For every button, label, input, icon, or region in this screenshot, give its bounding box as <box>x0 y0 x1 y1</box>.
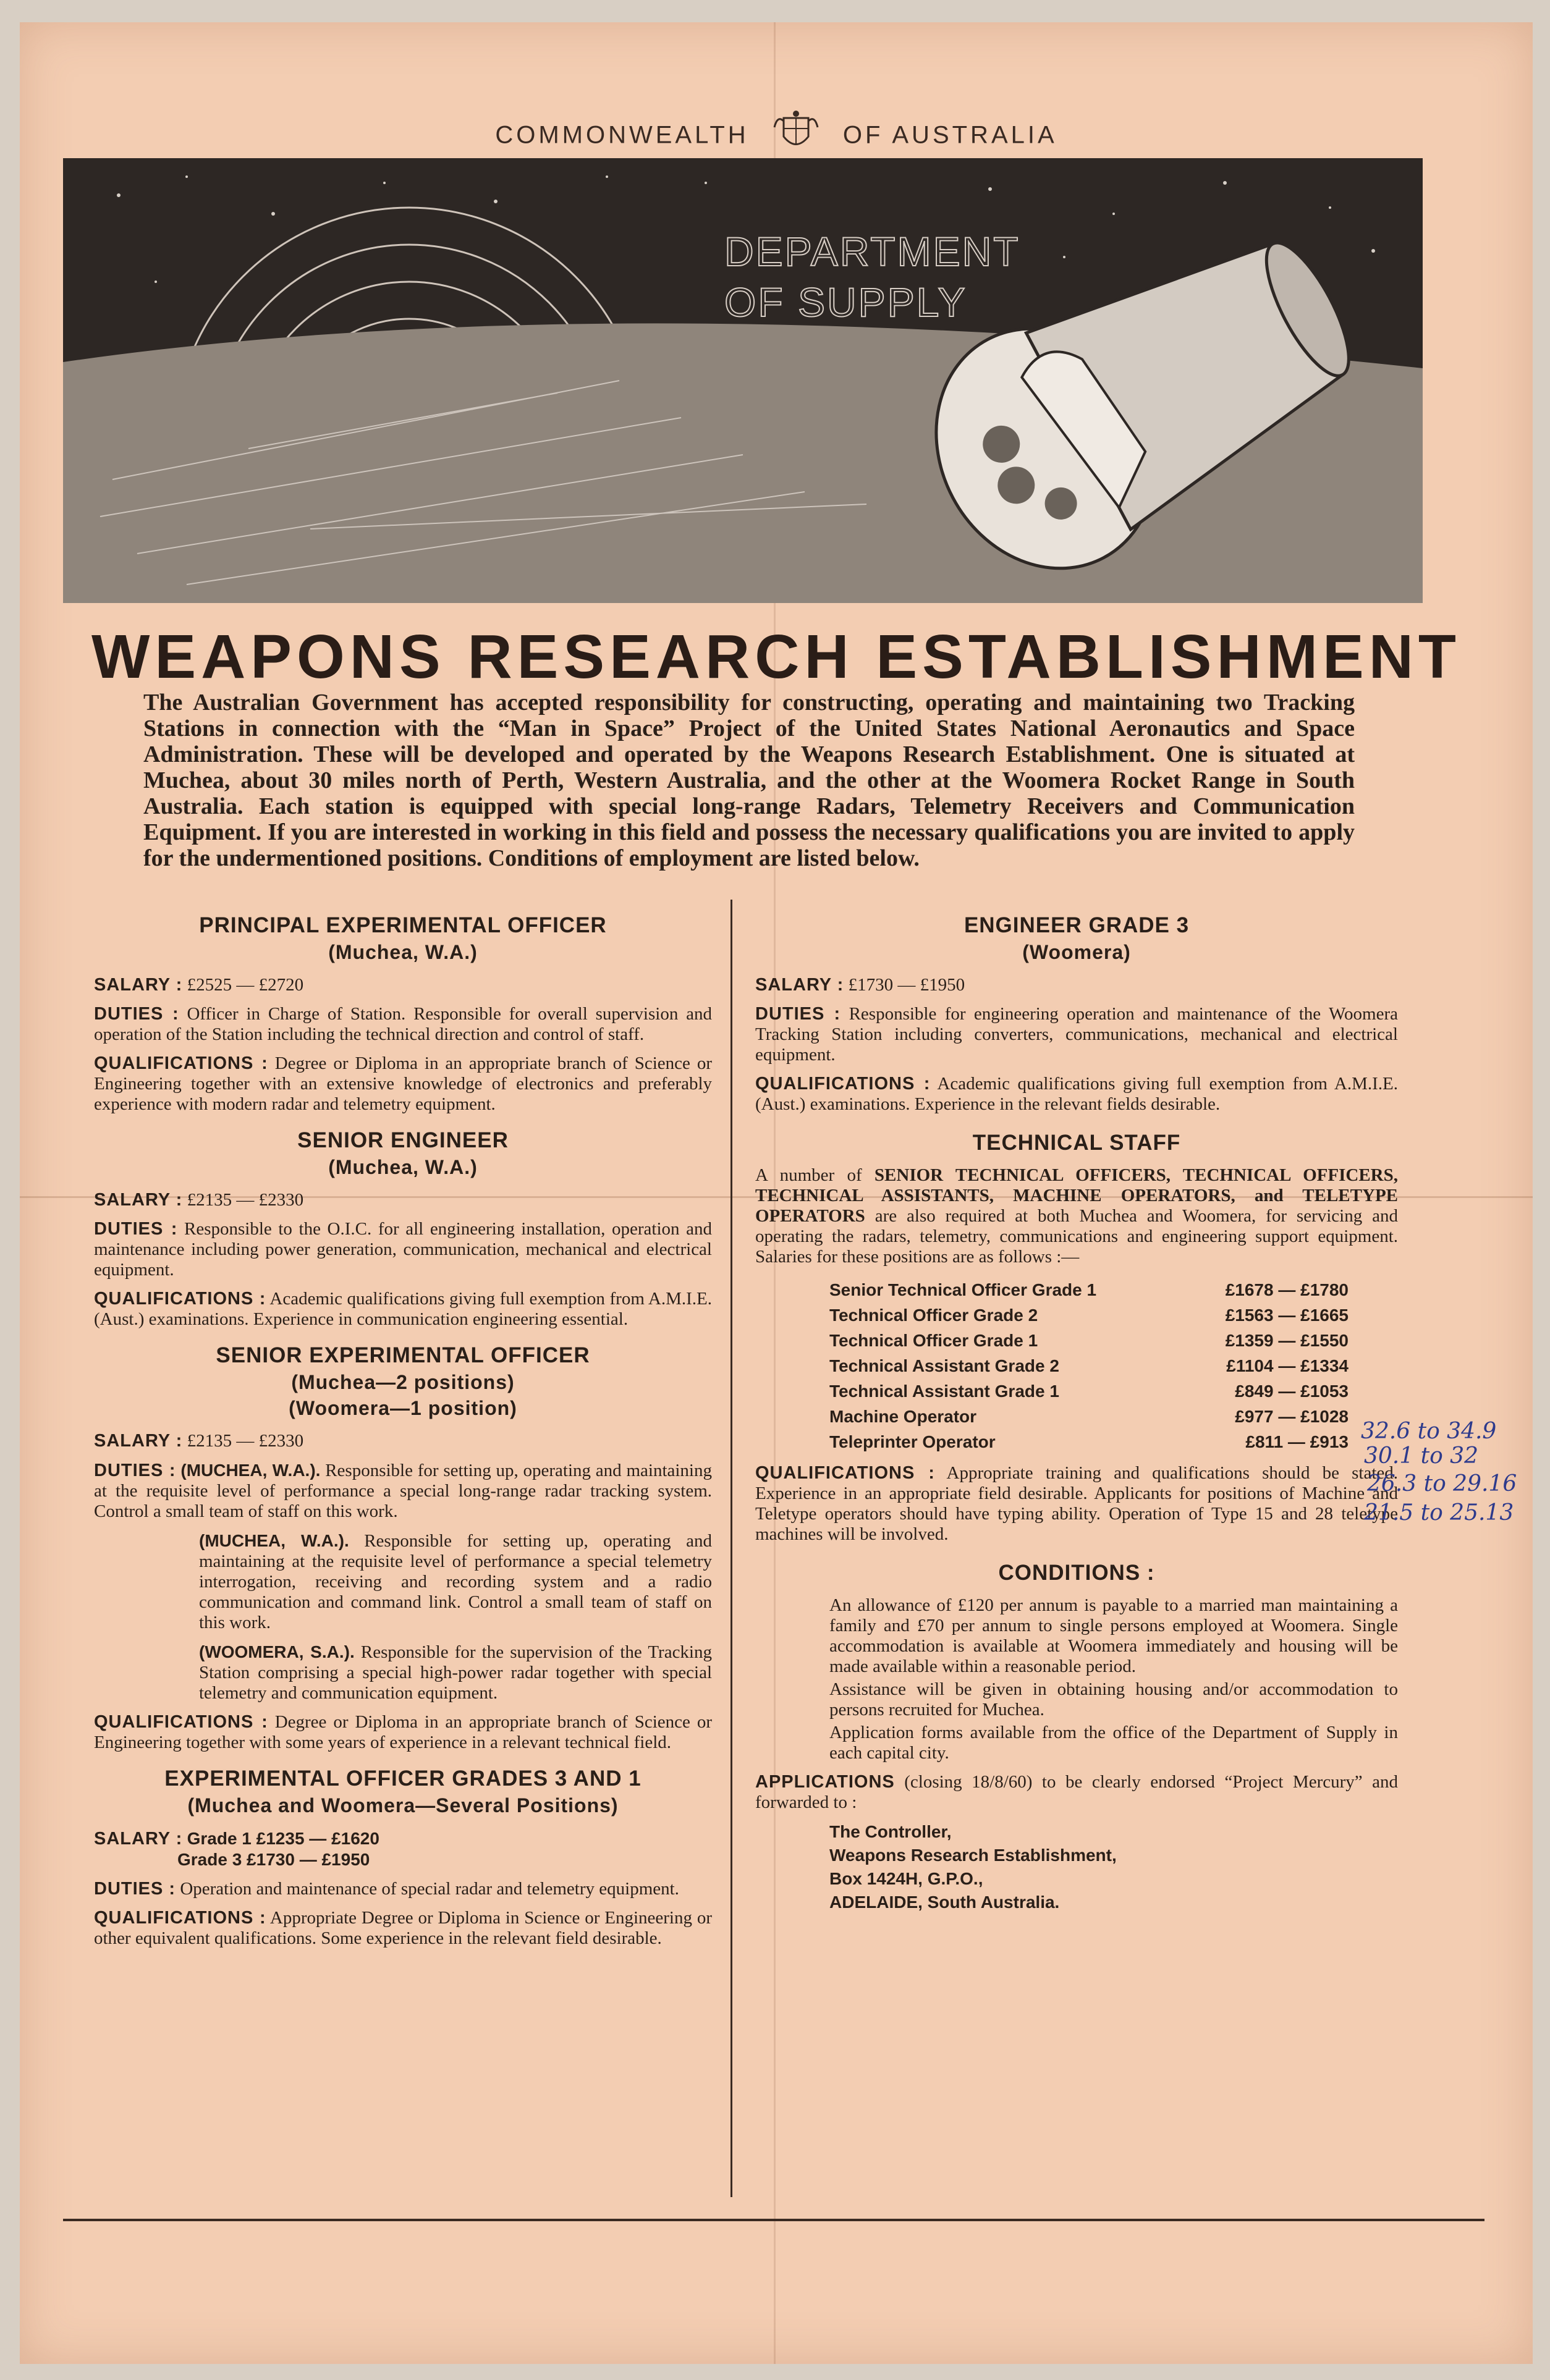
department-of-supply-heading <box>724 226 1020 327</box>
duty-location: (MUCHEA, W.A.). <box>199 1531 349 1550</box>
technical-staff-intro <box>755 1165 1398 1267</box>
masthead-right: OF AUSTRALIA <box>842 121 1057 149</box>
handwritten-note: 26.3 to 29.16 <box>1367 1471 1517 1496</box>
salary-table <box>829 1277 1349 1454</box>
salary-value: £1730 — £1950 <box>848 975 965 995</box>
duty-text: Responsible for setting up, operating and maintaining at the requisite level of performance a special long-range radar tracking system. Control a small team of staff on this work. <box>94 1461 712 1521</box>
section-title: EXPERIMENTAL OFFICER GRADES 3 AND 1 <box>164 1766 642 1791</box>
space-capsule-illustration <box>63 158 1423 603</box>
section-location: (Muchea—2 positions) <box>291 1371 515 1393</box>
qualifications-text: Degree or Diploma in an appropriate branch of Science or Engineering together with some years of experience in a relevant technical field. <box>94 1712 712 1752</box>
section-location: (Woomera—1 position) <box>289 1397 517 1419</box>
duties-block <box>94 1460 712 1522</box>
position-name: Senior Technical Officer Grade 1 <box>829 1280 1097 1299</box>
table-row <box>829 1378 1349 1404</box>
technical-staff-section <box>755 1129 1398 1545</box>
intro-post: are also required at both Muchea and Woomera, for servicing and operating the radars, telemetry, communications and engineering support equipment. Salaries for these positions are as follows :— <box>755 1206 1398 1267</box>
section-location: (Woomera) <box>1022 941 1131 963</box>
qualifications-label: QUALIFICATIONS : <box>94 1289 266 1309</box>
salary-range: £811 — £913 <box>1245 1432 1349 1451</box>
salary-range: £1104 — £1334 <box>1226 1356 1349 1375</box>
handwritten-note: 21.5 to 25.13 <box>1364 1500 1514 1525</box>
duties-label: DUTIES : <box>94 1004 179 1024</box>
page-title: WEAPONS RESEARCH ESTABLISHMENT <box>91 622 1462 691</box>
intro-positions: SENIOR TECHNICAL OFFICERS, TECHNICAL OFFICERS, TECHNICAL ASSISTANTS, MACHINE OPERATORS, and TELETYPE OPERATORS <box>755 1165 1398 1226</box>
qualifications-label: QUALIFICATIONS : <box>94 1712 268 1732</box>
conditions-section <box>755 1559 1398 1763</box>
address-line: Box 1424H, G.P.O., <box>829 1869 983 1888</box>
address-line: The Controller, <box>829 1822 952 1841</box>
table-row <box>829 1404 1349 1429</box>
salary-line <box>94 975 712 995</box>
conditions-paragraph: Application forms available from the office of the Department of Supply in each capital city. <box>829 1723 1398 1763</box>
experimental-officer-section <box>94 1765 712 1949</box>
left-column <box>94 900 712 1949</box>
banner-line-2: OF SUPPLY <box>724 279 967 325</box>
salary-label: SALARY : <box>94 1829 183 1849</box>
qualifications-label: QUALIFICATIONS : <box>755 1074 931 1094</box>
position-name: Technical Officer Grade 2 <box>829 1306 1038 1325</box>
qualifications-label: QUALIFICATIONS : <box>94 1908 266 1928</box>
masthead-left: COMMONWEALTH <box>495 121 749 149</box>
section-title: CONDITIONS : <box>998 1561 1155 1585</box>
position-name: Technical Assistant Grade 2 <box>829 1356 1059 1375</box>
intro-paragraph: The Australian Government has accepted responsibility for constructing, operating and maintaining two Tracking Stations in connection with the “Man in Space” Project of the United States National Aeronautics and Space Administration. These will be developed and operated by the Weapons Research Establishment. One is situated at Muchea, about 30 miles north of Perth, Western Australia, and the other at the Woomera Rocket Range in South Australia. Each station is equipped with special long-range Radars, Telemetry Receivers and Communication Equipment. If you are interested in working in this field and possess the necessary qualifications you are invited to apply for the undermentioned positions. Conditions of employment are listed below. <box>143 690 1355 871</box>
qualifications-block <box>94 1053 712 1115</box>
qualifications-block <box>94 1289 712 1330</box>
section-title: ENGINEER GRADE 3 <box>963 913 1190 937</box>
position-name: Technical Officer Grade 1 <box>829 1331 1038 1350</box>
handwritten-note: 30.1 to 32 <box>1364 1443 1478 1469</box>
qualifications-label: QUALIFICATIONS : <box>755 1463 935 1483</box>
salary-value: £2135 — £2330 <box>187 1190 304 1210</box>
salary-range: £1563 — £1665 <box>1225 1306 1349 1325</box>
duties-label: DUTIES : <box>755 1004 841 1024</box>
salary-grade-3: Grade 3 £1730 — £1950 <box>177 1850 370 1869</box>
newspaper-page <box>20 22 1533 2364</box>
salary-label: SALARY : <box>94 1190 183 1210</box>
section-location: (Muchea and Woomera—Several Positions) <box>187 1794 619 1817</box>
duty-block <box>199 1530 712 1633</box>
salary-grade-1: Grade 1 £1235 — £1620 <box>187 1829 379 1848</box>
mailing-address <box>829 1820 1398 1914</box>
section-location: (Muchea, W.A.) <box>328 1156 478 1178</box>
duties-block <box>94 1004 712 1045</box>
section-title: SENIOR ENGINEER <box>297 1128 509 1152</box>
salary-value: £2525 — £2720 <box>187 975 304 995</box>
position-name: Technical Assistant Grade 1 <box>829 1382 1059 1401</box>
qualifications-text: Appropriate Degree or Diploma in Science or Engineering or other equivalent qualifications. Some experience in the relevant field desirable. <box>94 1908 712 1948</box>
applications-instructions: (closing 18/8/60) to be clearly endorsed “Project Mercury” and forwarded to : <box>755 1772 1398 1812</box>
senior-engineer-section <box>94 1127 712 1330</box>
qualifications-block <box>94 1712 712 1753</box>
duties-text: Responsible to the O.I.C. for all engineering installation, operation and maintenance including power generation, communication, mechanical and electrical equipment. <box>94 1219 712 1280</box>
duty-text: Responsible for setting up, operating and maintaining at the requisite level of performance a special telemetry interrogation, receiving and recording system and a radio communication and command link. Control a small team of staff on this work. <box>199 1531 712 1632</box>
salary-line <box>94 1190 712 1210</box>
qualifications-text: Degree or Diploma in an appropriate branch of Science or Engineering together with an extensive knowledge of electronics and preferably experience with modern radar and telemetry equipment. <box>94 1053 712 1114</box>
duties-text: Responsible for engineering operation and maintenance of the Woomera Tracking Station including converters, communications, mechanical and electrical equipment. <box>755 1004 1398 1065</box>
duties-label: DUTIES : <box>94 1219 178 1239</box>
salary-value: £2135 — £2330 <box>187 1431 304 1451</box>
position-name: Machine Operator <box>829 1407 977 1426</box>
table-row <box>829 1302 1349 1328</box>
qualifications-text: Academic qualifications giving full exemption from A.M.I.E. (Aust.) examinations. Experience in communication engineering essential. <box>94 1289 712 1329</box>
handwritten-note: 32.6 to 34.9 <box>1361 1419 1497 1444</box>
duties-text: Operation and maintenance of special radar and telemetry equipment. <box>180 1879 679 1899</box>
duty-location: (WOOMERA, S.A.). <box>199 1642 355 1661</box>
salary-label: SALARY : <box>94 975 183 995</box>
duties-label: DUTIES : <box>94 1879 176 1899</box>
qualifications-label: QUALIFICATIONS : <box>94 1053 268 1073</box>
duties-block <box>94 1879 712 1899</box>
qualifications-block <box>755 1074 1398 1115</box>
banner-line-1: DEPARTMENT <box>724 229 1020 274</box>
salary-label: SALARY : <box>94 1431 183 1451</box>
duty-text: Responsible for the supervision of the Tracking Station comprising a special high-power radar together with special telemetry and communication equipment. <box>199 1642 712 1703</box>
salary-range: £849 — £1053 <box>1235 1382 1349 1401</box>
section-title: TECHNICAL STAFF <box>972 1131 1181 1155</box>
conditions-paragraph: An allowance of £120 per annum is payable to a married man maintaining a family and £70 per annum to single persons employed at Woomera. Single accommodation is available at Woomera immediately and housing will be made available within a reasonable period. <box>829 1595 1398 1676</box>
coat-of-arms-icon <box>771 109 821 164</box>
table-row <box>829 1328 1349 1353</box>
salary-line <box>177 1849 712 1870</box>
table-row <box>829 1277 1349 1302</box>
duty-location: (MUCHEA, W.A.). <box>180 1461 321 1480</box>
salary-range: £1678 — £1780 <box>1225 1280 1349 1299</box>
duties-label: DUTIES : <box>94 1461 176 1480</box>
conditions-paragraph: Assistance will be given in obtaining housing and/or accommodation to persons recruited for Muchea. <box>829 1679 1398 1720</box>
right-column <box>755 900 1398 1914</box>
qualifications-block <box>94 1908 712 1949</box>
column-divider <box>731 900 732 2197</box>
table-row <box>829 1429 1349 1454</box>
section-location: (Muchea, W.A.) <box>328 941 478 963</box>
table-row <box>829 1353 1349 1378</box>
intro-pre: A number of <box>755 1165 875 1185</box>
salary-range: £977 — £1028 <box>1235 1407 1349 1426</box>
applications-label: APPLICATIONS <box>755 1772 895 1792</box>
duties-block <box>755 1004 1398 1065</box>
duty-block <box>199 1642 712 1703</box>
duties-block <box>94 1219 712 1280</box>
salary-line <box>94 1431 712 1451</box>
duties-text: Officer in Charge of Station. Responsible for overall supervision and operation of the Station including the technical direction and control of staff. <box>94 1004 713 1044</box>
qualifications-text: Academic qualifications giving full exemption from A.M.I.E. (Aust.) examinations. Experience in the relevant fields desirable. <box>755 1074 1398 1114</box>
bottom-rule <box>63 2219 1484 2221</box>
principal-experimental-officer-section <box>94 912 712 1115</box>
salary-range: £1359 — £1550 <box>1225 1331 1349 1350</box>
address-line: Weapons Research Establishment, <box>829 1846 1117 1865</box>
salary-label: SALARY : <box>755 975 844 995</box>
salary-line <box>755 975 1398 995</box>
qualifications-text: Appropriate training and qualifications should be stated. Experience in an appropriate field desirable. Applicants for positions of Machine and Teletype operators should have typing ability. Operation of Type 15 and 28 teletype machines will be involved. <box>755 1463 1398 1544</box>
banner-illustration <box>63 158 1423 603</box>
applications-text <box>755 1772 1398 1813</box>
masthead <box>20 109 1533 164</box>
applications-section <box>755 1772 1398 1914</box>
address-line: ADELAIDE, South Australia. <box>829 1893 1060 1912</box>
qualifications-block <box>755 1463 1398 1545</box>
section-title: SENIOR EXPERIMENTAL OFFICER <box>216 1343 590 1367</box>
position-name: Teleprinter Operator <box>829 1432 996 1451</box>
section-title: PRINCIPAL EXPERIMENTAL OFFICER <box>199 913 607 937</box>
salary-line <box>94 1828 712 1849</box>
engineer-grade-3-section <box>755 912 1398 1115</box>
senior-experimental-officer-section <box>94 1342 712 1753</box>
